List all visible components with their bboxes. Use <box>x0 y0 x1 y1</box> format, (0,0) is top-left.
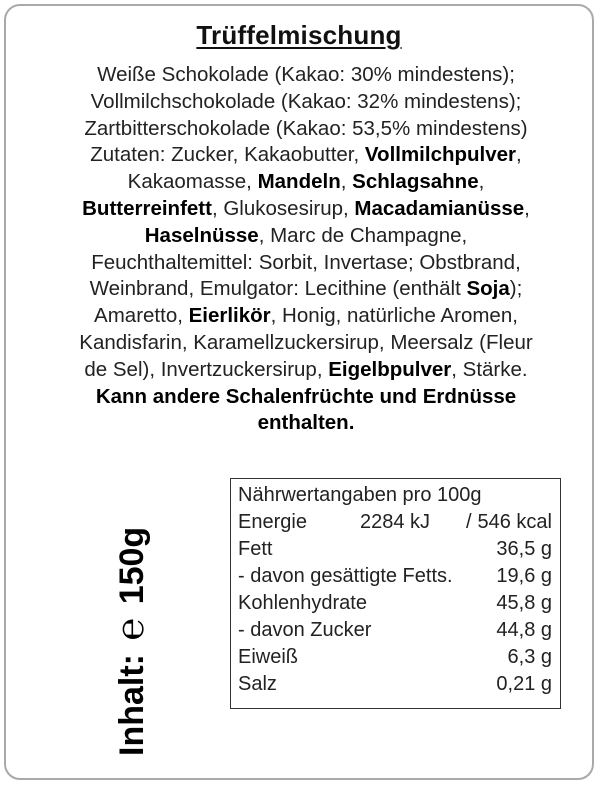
nutrition-row <box>238 646 552 670</box>
ingredient-line: de Sel), Invertzuckersirup, Eigelbpulver, Stärke. <box>84 357 528 381</box>
allergen-warning: enthalten. <box>257 411 355 435</box>
nutrient-value: 36,5 g <box>496 538 552 560</box>
estimated-sign-icon: ℮ <box>110 617 152 641</box>
nutrient-value: 0,21 g <box>496 673 552 695</box>
net-content-amount: 150g <box>113 526 151 605</box>
nutrient-value: 44,8 g <box>496 619 552 641</box>
nutrient-value: 6,3 g <box>507 646 552 668</box>
ingredient-line: Kakaomasse, Mandeln, Schlagsahne, <box>127 170 485 194</box>
allergen-warning: Kann andere Schalenfrüchte und Erdnüsse <box>95 384 517 408</box>
ingredient-line: Weiße Schokolade (Kakao: 30% mindestens); <box>97 63 515 86</box>
allergen: Macadamianüsse <box>354 196 525 220</box>
allergen: Butterreinfett <box>82 196 212 220</box>
nutrition-row <box>238 565 552 589</box>
allergen: Mandeln <box>257 170 341 194</box>
ingredient-line: Zutaten: Zucker, Kakaobutter, Vollmilchpulver, <box>90 143 522 167</box>
ingredient-line: Kandisfarin, Karamellzuckersirup, Meersalz (Fleur <box>79 330 533 354</box>
energy-kj: 2284 kJ <box>360 511 431 533</box>
nutrition-row <box>238 538 552 562</box>
nutrient-label: - davon gesättigte Fetts. <box>238 565 453 587</box>
nutrition-row-energy <box>238 511 552 535</box>
allergen: Haselnüsse <box>144 223 259 247</box>
ingredient-line: Butterreinfett, Glukosesirup, Macadamianüsse, <box>82 196 530 220</box>
allergen: Soja <box>466 277 510 301</box>
ingredient-line: Haselnüsse, Marc de Champagne, <box>144 223 468 247</box>
nutrition-header: Nährwertangaben pro 100g <box>238 484 482 506</box>
nutrition-row <box>238 673 552 697</box>
ingredients-list <box>34 62 578 437</box>
nutrition-table <box>230 478 561 709</box>
energy-separator: / <box>466 511 472 533</box>
ingredient-line: Amaretto, Eierlikör, Honig, natürliche Aromen, <box>94 304 518 328</box>
ingredient-line: Zartbitterschokolade (Kakao: 53,5% mindestens) <box>84 116 528 140</box>
nutrient-label: - davon Zucker <box>238 619 372 641</box>
nutrient-value: 45,8 g <box>496 592 552 614</box>
ingredient-line: Feuchthaltemittel: Sorbit, Invertase; Obstbrand, <box>91 250 521 274</box>
nutrient-label: Salz <box>238 673 277 695</box>
allergen: Schlagsahne <box>352 170 479 194</box>
allergen: Eigelbpulver <box>328 357 452 381</box>
nutrient-label: Kohlenhydrate <box>238 592 367 614</box>
product-title: Trüffelmischung <box>196 20 402 50</box>
ingredient-line: Vollmilchschokolade (Kakao: 32% mindestens); <box>90 89 522 113</box>
energy-kcal: 546 kcal <box>477 511 552 533</box>
nutrient-label: Energie <box>238 511 307 533</box>
nutrient-label: Eiweiß <box>238 646 299 668</box>
nutrient-label: Fett <box>238 538 273 560</box>
allergen: Eierlikör <box>188 304 271 328</box>
ingredient-line: Weinbrand, Emulgator: Lecithine (enthält Soja); <box>89 277 523 301</box>
nutrient-value: 19,6 g <box>496 565 552 587</box>
nutrition-row <box>238 592 552 616</box>
allergen: Vollmilchpulver <box>364 143 517 167</box>
net-content <box>110 527 153 756</box>
net-content-label: Inhalt: <box>113 654 151 756</box>
product-label <box>4 4 594 780</box>
nutrition-row <box>238 619 552 643</box>
